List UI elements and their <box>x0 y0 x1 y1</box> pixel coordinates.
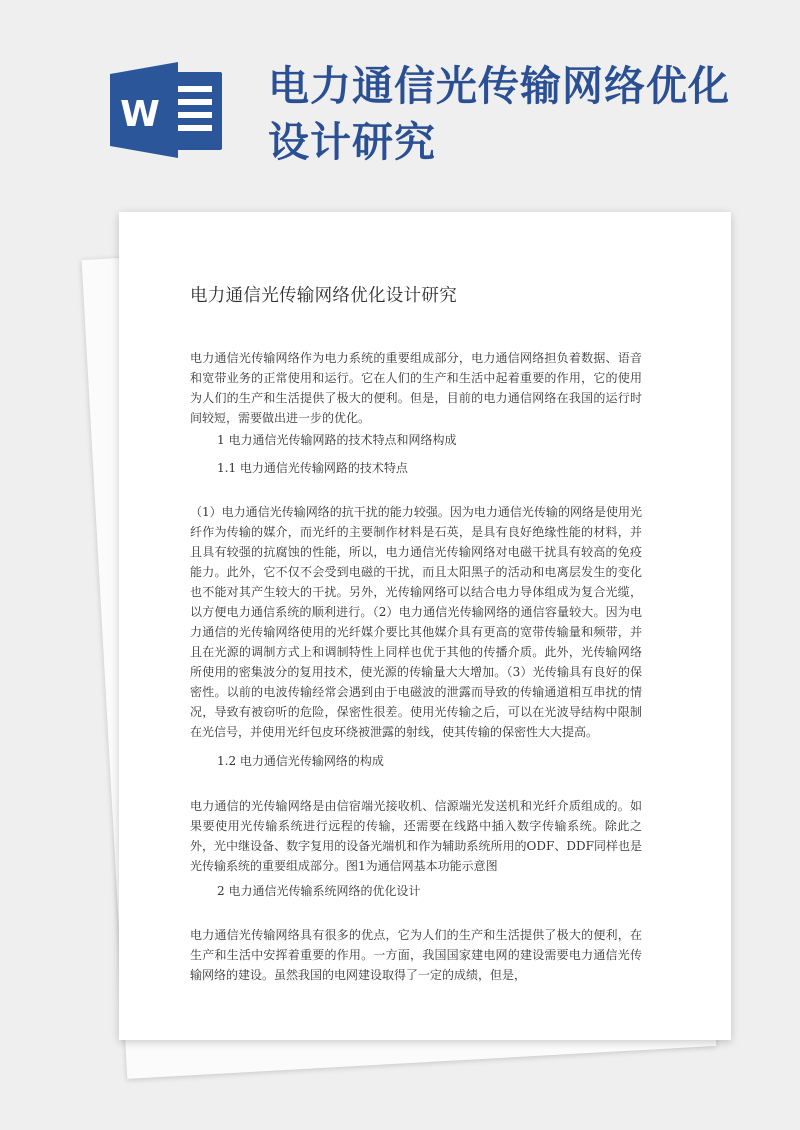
features-paragraph: （1）电力通信光传输网络的抗干扰的能力较强。因为电力通信光传输的网络是使用光纤作为传输的媒介，而光纤的主要制作材料是石英，是具有良好绝缘性能的材料，并且具有较强的抗腐蚀的性能，所以，电力通信光传输网络对电磁干扰具有较高的免疫能力。此外，它不仅不会受到电磁的干扰，而且太阳黑子的活动和电离层发生的变化也不能对其产生较大的干扰。另外，光传输网络可以结合电力导体组成为复合光缆，以方便电力通信系统的顺利进行。（2）电力通信光传输网络的通信容量较大。因为电力通信的光传输网络使用的光纤媒介要比其他媒介具有更高的宽带传输量和频带，并且在光源的调制方式上和调制特性上同样也优于其他的传播介质。此外，光传输网络所使用的密集波分的复用技术，使光源的传输量大大增加。（3）光传输具有良好的保密性。以前的电波传输经常会遇到由于电磁波的泄露而导致的传输通道相互串扰的情况，导致有被窃听的危险，保密性很差。使用光传输之后，可以在光波导结构中限制在光信号，并使用光纤包皮环绕被泄露的射线，使其传输的保密性大大提高。 <box>190 505 642 739</box>
word-icon-letter: W <box>120 94 160 135</box>
optimization-paragraph: 电力通信光传输网络具有很多的优点，它为人们的生产和生活提供了极大的便利，在生产和生活中安挥着重要的作用。一方面，我国国家建电网的建设需要电力通信光传输网络的建设。虽然我国的电网建设取得了一定的成绩，但是， <box>190 928 642 982</box>
section-heading-1: 1 电力通信光传输网路的技术特点和网络构成 <box>217 433 457 447</box>
structure-paragraph: 电力通信的光传输网络是由信宿端光接收机、信源端光发送机和光纤介质组成的。如果要使用光传输系统进行远程的传输，还需要在线路中插入数字传输系统。除此之外，光中继设备、数字复用的设备光端机和作为辅助系统所用的ODF、DDF同样也是光传输系统的重要组成部分。图1为通信网基本功能示意图 <box>190 799 642 873</box>
header-title: 电力通信光传输网络优化设计研究 <box>268 62 730 166</box>
document-title: 电力通信光传输网络优化设计研究 <box>190 286 457 306</box>
section-heading-1-1: 1.1 电力通信光传输网路的技术特点 <box>217 461 408 475</box>
section-heading-2: 2 电力通信光传输系统网络的优化设计 <box>217 884 421 898</box>
document-page <box>119 212 731 1040</box>
word-document-icon <box>110 60 236 160</box>
section-heading-1-2: 1.2 电力通信光传输网络的构成 <box>217 754 384 768</box>
intro-paragraph: 电力通信光传输网络作为电力系统的重要组成部分，电力通信网络担负着数据、语音和宽带业务的正常使用和运行。它在人们的生产和生活中起着重要的作用，它的使用为人们的生产和生活提供了极大的便利。但是，目前的电力通信网络在我国的运行时间较短，需要做出进一步的优化。 <box>190 351 642 425</box>
